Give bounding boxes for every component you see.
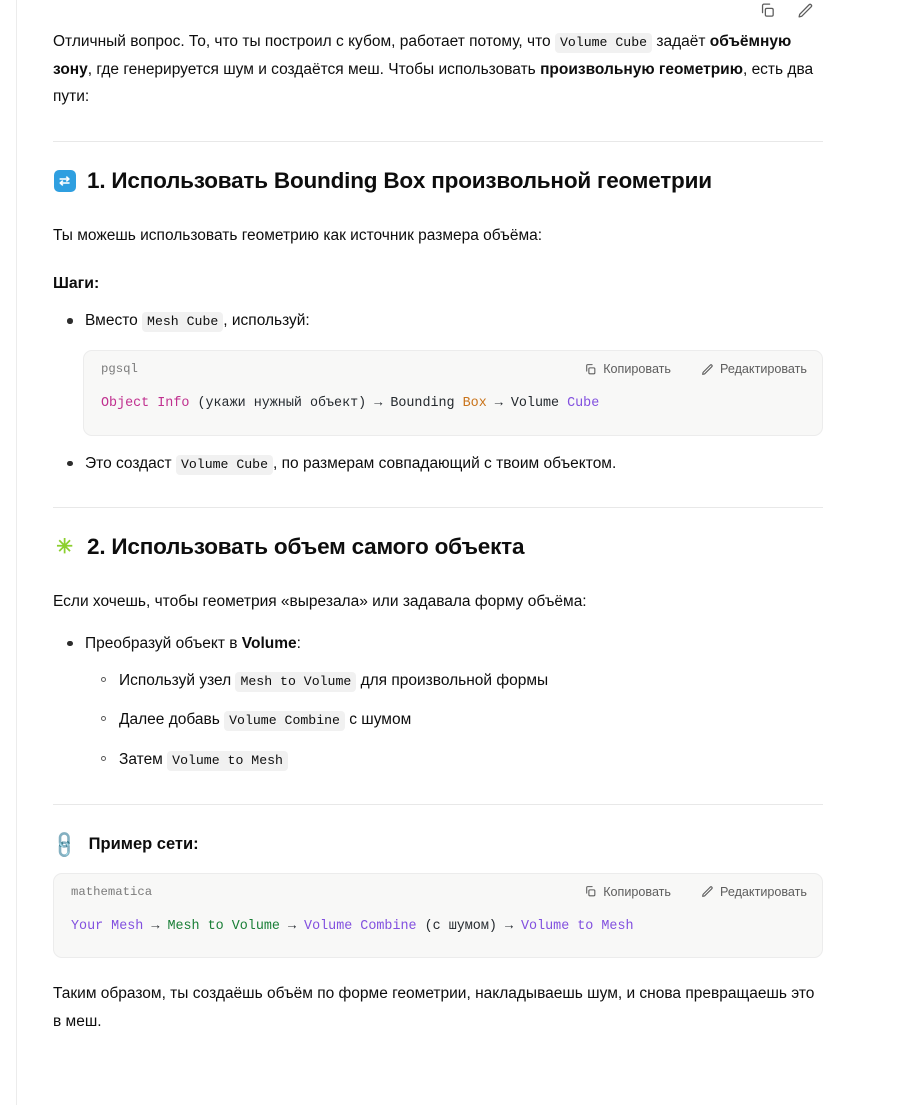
code-edit-label: Редактировать (720, 884, 807, 899)
code-edit-button[interactable] (701, 362, 807, 376)
code-language-label: mathematica (71, 884, 153, 899)
code-block-header (54, 874, 822, 908)
sub1-text-a: Используй узел (119, 671, 236, 689)
code-token-noise: (с шумом) → (416, 918, 522, 934)
section1-steps-title: Шаги: (53, 275, 100, 293)
code-copy-button[interactable] (584, 885, 671, 899)
section2-bullet-bold: Volume (241, 634, 297, 652)
divider-2 (53, 507, 823, 508)
code-token-arrow2: → (486, 396, 511, 412)
code-token-volume-combine: Volume Combine (304, 918, 417, 934)
section3-title-text: Пример сети: (88, 835, 199, 854)
code-token-paren: (укажи нужный объект) → (189, 396, 391, 412)
section2-lead: Если хочешь, чтобы геометрия «вырезала» или задавала форму объёма: (53, 593, 587, 610)
section3-heading (49, 829, 823, 861)
code-block-header (84, 351, 822, 385)
code-token-box: Box (462, 396, 487, 412)
code-token-bounding: Bounding (390, 396, 463, 412)
list-item (119, 668, 823, 695)
bullet2-text-b: , по размерам совпадающий с твоим объектом. (273, 454, 617, 472)
inline-code-mesh-to-volume: Mesh to Volume (235, 672, 356, 692)
section1-result-list (53, 450, 823, 477)
list-item (83, 307, 823, 334)
link-icon: 🔗 (49, 829, 81, 861)
bullet1-text-a: Вместо (85, 312, 143, 330)
section1-lead: Ты можешь использовать геометрию как источник размера объёма: (53, 226, 543, 244)
message-action-bar (757, 0, 815, 20)
code-copy-label: Копировать (603, 884, 671, 899)
code-block-body (84, 385, 822, 434)
code-token-object-info: Object Info (101, 396, 190, 412)
section2-list (53, 630, 823, 774)
divider-1 (53, 141, 823, 142)
intro-text-d: , есть два пути: (53, 60, 814, 106)
bullet1-text-b: , используй: (223, 312, 310, 330)
code-edit-label: Редактировать (720, 362, 807, 377)
divider-3 (53, 804, 823, 805)
inline-code-volume-combine: Volume Combine (224, 711, 345, 731)
sub3-text-a: Затем (119, 751, 168, 769)
sub2-text-b: с шумом (344, 711, 412, 729)
intro-bold-zone: объёмную зону (53, 33, 792, 78)
code-language-label: pgsql (101, 362, 138, 377)
sub2-text-a: Далее добавь (119, 711, 225, 729)
closing-paragraph: Таким образом, ты создаёшь объём по форме геометрии, накладываешь шум, и снова превращаешь это в меш. (53, 985, 815, 1030)
message-body (49, 0, 823, 1035)
list-item (83, 630, 823, 774)
code-token-your-mesh: Your Mesh (71, 918, 144, 934)
section2-sublist (85, 668, 823, 774)
inline-code-mesh-cube: Mesh Cube (142, 312, 223, 332)
list-item (119, 707, 823, 734)
intro-paragraph (53, 0, 823, 111)
loop-icon: ⇄ (53, 169, 76, 192)
section2-heading (53, 534, 823, 560)
code-token-volume: Volume (510, 396, 568, 412)
inline-code-volume-cube: Volume Cube (555, 33, 652, 53)
edit-icon[interactable] (795, 0, 815, 20)
list-item (83, 450, 823, 477)
code-token-volume-to-mesh: Volume to Mesh (521, 918, 634, 934)
intro-text-a: Отличный вопрос. То, что ты построил с кубом, работает потому, что (53, 33, 555, 50)
inline-code-volume-cube-2: Volume Cube (176, 455, 273, 475)
code-edit-button[interactable] (701, 885, 807, 899)
section1-steps-list (53, 307, 823, 334)
code-block-body (54, 908, 822, 957)
code-block-actions (584, 362, 807, 376)
section2-bullet-text-b: : (296, 634, 301, 652)
code-block-actions (584, 885, 807, 899)
intro-text-b: задаёт (652, 33, 710, 50)
code-token-arrow-2: → (279, 918, 305, 934)
section1-title-text: 1. Использовать Bounding Box произвольной геометрии (87, 167, 712, 193)
code-copy-label: Копировать (603, 362, 671, 377)
code-block-pgsql (83, 350, 823, 435)
puzzle-icon: ✳ (56, 536, 73, 558)
section1-heading (53, 168, 823, 194)
inline-code-volume-to-mesh: Volume to Mesh (167, 751, 288, 771)
code-token-cube: Cube (567, 396, 600, 412)
code-token-mesh-to-volume: Mesh to Volume (167, 918, 280, 934)
bullet2-text-a: Это создаст (85, 454, 176, 472)
list-item (119, 747, 823, 774)
intro-bold-geometry: произвольную геометрию (540, 60, 743, 78)
code-block-mathematica (53, 873, 823, 958)
section2-title-text: 2. Использовать объем самого объекта (87, 534, 525, 559)
left-edge-rail (0, 0, 17, 1105)
copy-icon[interactable] (757, 0, 777, 20)
code-copy-button[interactable] (584, 362, 671, 376)
section2-bullet-text-a: Преобразуй объект в (85, 634, 242, 652)
code-token-arrow-1: → (143, 918, 168, 934)
intro-text-c: , где генерируется шум и создаётся меш. Чтобы использовать (87, 60, 541, 78)
sub1-text-b: для произвольной формы (356, 671, 549, 689)
